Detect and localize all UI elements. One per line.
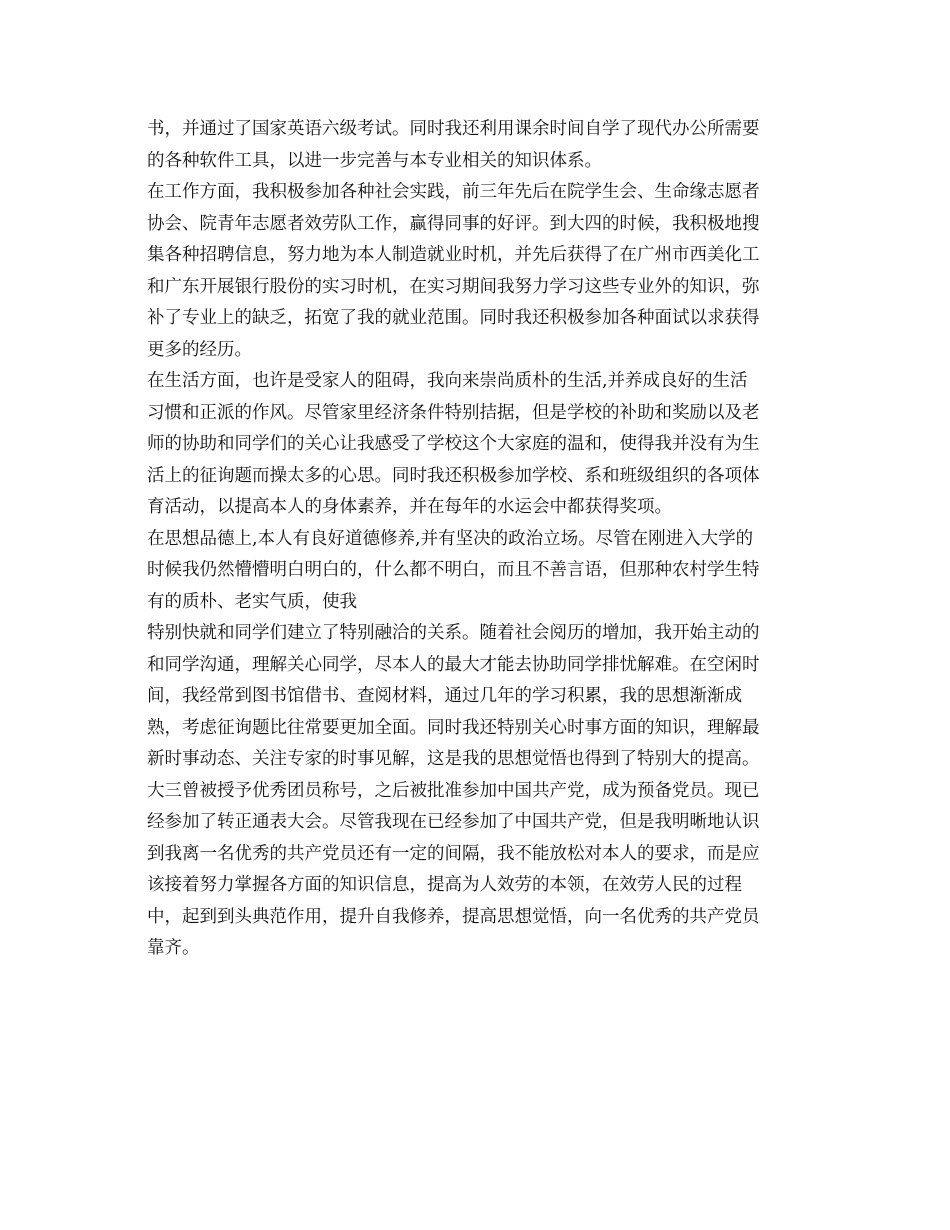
text-line: 靠齐。 (147, 938, 200, 958)
text-line: 经参加了转正通表大会。尽管我现在已经参加了中国共产党，但是我明晰地认识 (147, 812, 760, 832)
text-line: 集各种招聘信息，努力地为本人制造就业时机，并先后获得了在广州市西美化工 (147, 245, 760, 265)
text-line: 到我离一名优秀的共产党员还有一定的间隔，我不能放松对本人的要求，而是应 (147, 843, 760, 864)
text-line: 在思想品德上,本人有良好道德修养,并有坚决的政治立场。尽管在刚进入大学的 (147, 528, 754, 549)
text-line: 中，起到到头典范作用，提升自我修养，提高思想觉悟，向一名优秀的共产党员 (147, 906, 760, 927)
text-line: 活上的征询题而操太多的心思。同时我还积极参加学校、系和班级组织的各项体 (147, 465, 760, 486)
text-line: 该接着努力掌握各方面的知识信息，提高为人效劳的本领，在效劳人民的过程 (147, 875, 742, 895)
text-line: 时候我仍然懵懵明白明白的，什么都不明白，而且不善言语，但那种农村学生特 (147, 560, 760, 580)
text-line: 和同学沟通，理解关心同学，尽本人的最大才能去协助同学排忧解难。在空闲时 (147, 654, 760, 675)
text-line: 和广东开展银行股份的实习时机，在实习期间我努力学习这些专业外的知识，弥 (147, 276, 760, 297)
text-line: 更多的经历。 (147, 339, 252, 360)
text-line: 师的协助和同学们的关心让我感受了学校这个大家庭的温和，使得我并没有为生 (147, 434, 760, 454)
text-line: 间，我经常到图书馆借书、查阅材料，通过几年的学习积累，我的思想渐渐成 (147, 686, 742, 706)
text-line: 的各种软件工具，以进一步完善与本专业相关的知识体系。 (147, 150, 602, 171)
text-line: 有的质朴、老实气质，使我 (147, 591, 357, 612)
text-line: 特别快就和同学们建立了特别融洽的关系。随着社会阅历的增加，我开始主动的 (147, 623, 760, 643)
text-line: 补了专业上的缺乏，拓宽了我的就业范围。同时我还积极参加各种面试以求获得 (147, 308, 760, 328)
text-line: 在生活方面，也许是受家人的阻碍，我向来崇尚质朴的生活,并养成良好的生活 (147, 371, 748, 391)
text-line: 熟，考虑征询题比往常要更加全面。同时我还特别关心时事方面的知识，理解最 (147, 717, 760, 738)
text-line: 新时事动态、关注专家的时事见解，这是我的思想觉悟也得到了特别大的提高。 (147, 749, 760, 769)
text-line: 育活动，以提高本人的身体素养，并在每年的水运会中都获得奖项。 (147, 497, 672, 517)
text-line: 协会、院青年志愿者效劳队工作，赢得同事的好评。到大四的时候，我积极地搜 (147, 213, 760, 234)
text-line: 大三曾被授予优秀团员称号，之后被批准参加中国共产党，成为预备党员。现已 (147, 780, 760, 801)
text-line: 书，并通过了国家英语六级考试。同时我还利用课余时间自学了现代办公所需要 (147, 119, 760, 139)
text-line: 习惯和正派的作风。尽管家里经济条件特别拮据，但是学校的补助和奖励以及老 (147, 402, 760, 423)
document-body (147, 114, 807, 965)
text-line: 在工作方面，我积极参加各种社会实践，前三年先后在院学生会、生命缘志愿者 (147, 182, 760, 202)
